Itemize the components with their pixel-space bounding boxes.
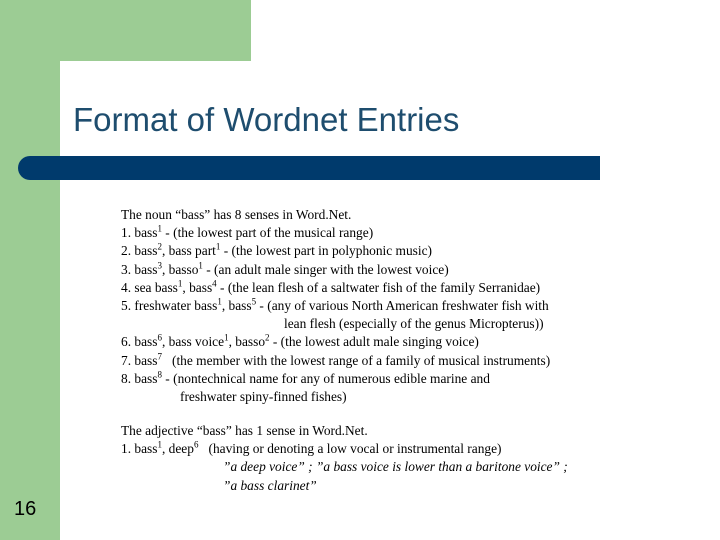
noun-sense-5-continuation: lean flesh (especially of the genus Micropterus)) — [284, 316, 544, 332]
noun-sense-3: 3. bass$^3$, basso$^1$ - (an adult male singer with the lowest voice) — [121, 260, 449, 277]
noun-sense-6: 6. bass$^6$, bass voice$^1$, basso$^2$ - (the lowest adult male singing voice) — [121, 332, 479, 350]
adjective-sense-1: 1. bass$^1$, deep$^6$ (having or denoting a low vocal or instrumental range) — [121, 439, 502, 457]
noun-sense-8-continuation: freshwater spiny-finned fishes) — [180, 388, 347, 404]
page-number: 16 — [14, 498, 37, 520]
slide-title: Format of Wordnet Entries — [73, 101, 460, 138]
adjective-intro: The adjective “bass” has 1 sense in Word.Net. — [121, 423, 368, 439]
left-green-bar — [0, 0, 60, 540]
noun-intro: The noun “bass” has 8 senses in Word.Net. — [121, 207, 352, 222]
wordnet-entries — [121, 206, 601, 495]
title-underline-bar — [18, 156, 600, 180]
noun-sense-4: 4. sea bass$^1$, bass$^4$ - (the lean flesh of a saltwater fish of the family Serranidae) — [121, 278, 541, 295]
noun-sense-7: 7. bass$^7$ (the member with the lowest range of a family of musical instruments) — [121, 351, 551, 368]
top-green-block — [0, 0, 251, 61]
noun-sense-5: 5. freshwater bass$^1$, bass$^5$ - (any of various North American freshwater fish with — [121, 296, 549, 313]
adjective-example-2: ”a bass clarinet” — [223, 477, 317, 493]
noun-sense-8: 8. bass$^8$ - (nontechnical name for any of numerous edible marine and — [121, 369, 490, 386]
noun-sense-2: 2. bass$^2$, bass part$^1$ - (the lowest part in polyphonic music) — [121, 241, 432, 259]
adjective-example-1: ”a deep voice” ; ”a bass voice is lower than a baritone voice” ; — [223, 459, 568, 475]
noun-sense-1: 1. bass$^1$ - (the lowest part of the musical range) — [121, 223, 374, 241]
section-gap — [121, 406, 601, 422]
